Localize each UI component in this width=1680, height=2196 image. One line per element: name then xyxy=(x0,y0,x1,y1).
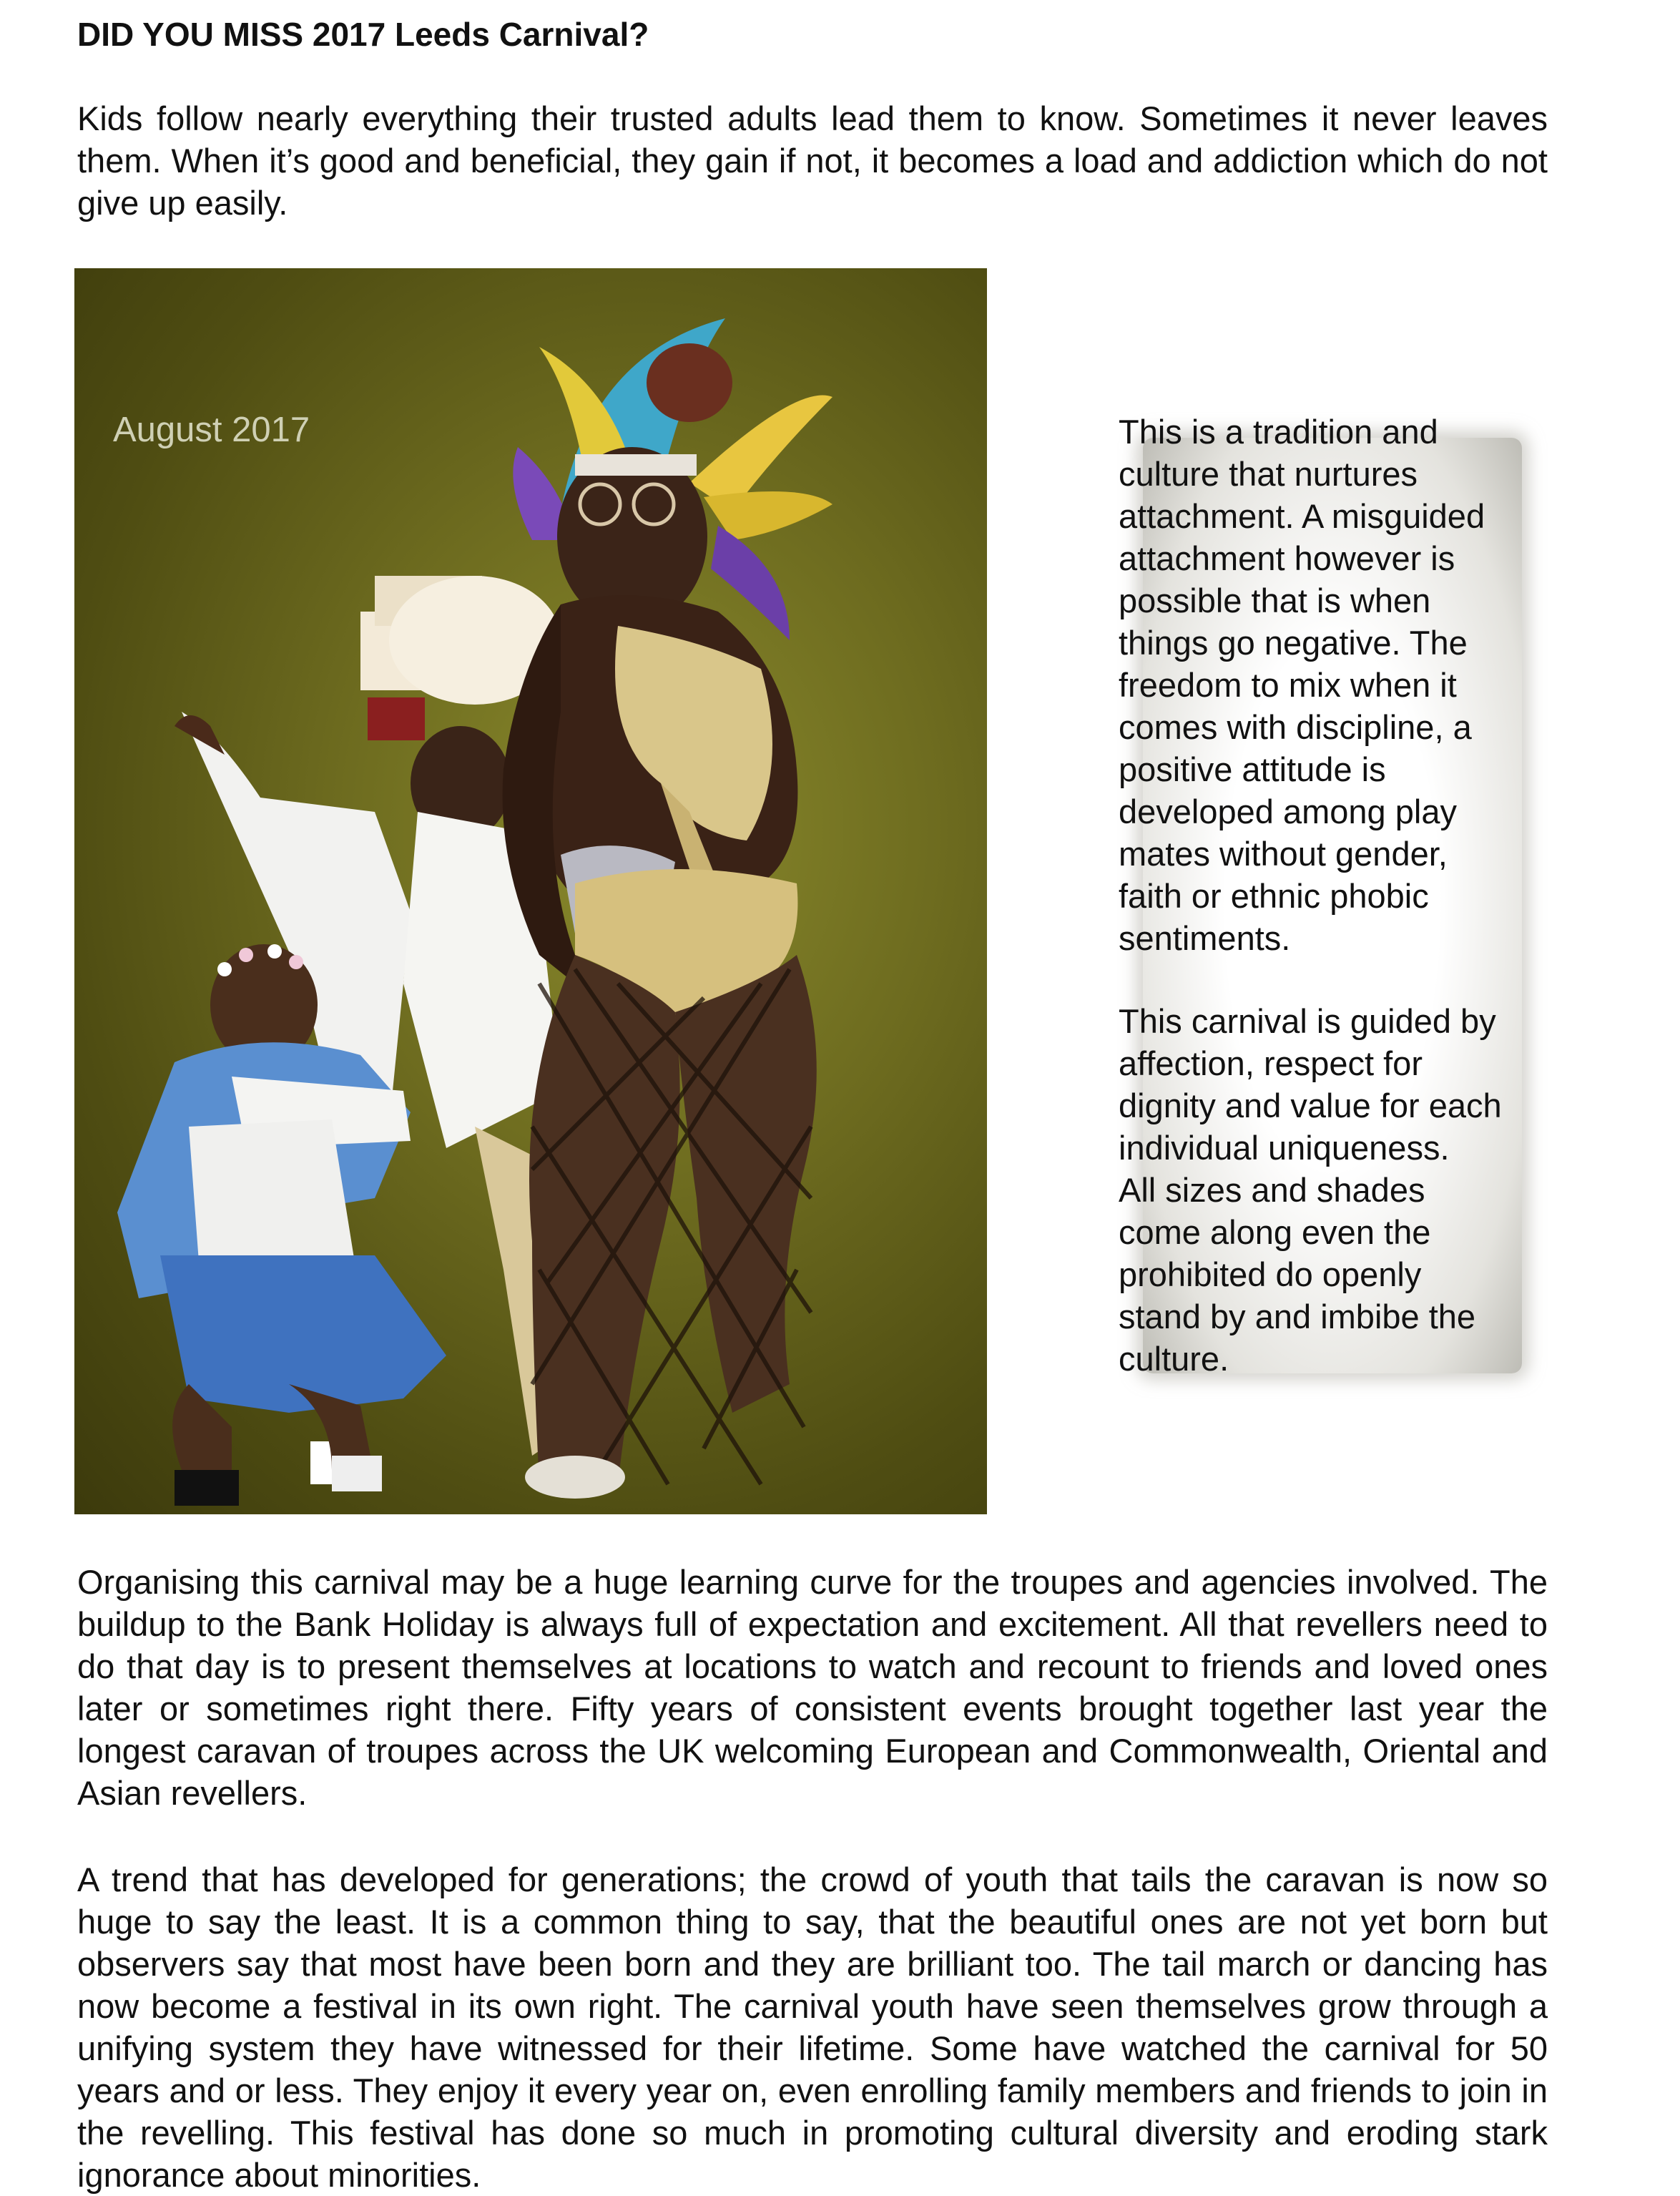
sidebar-line: attachment. A misguided xyxy=(1119,497,1485,535)
sidebar-line: mates without gender, xyxy=(1119,835,1448,873)
main-dancer xyxy=(503,318,832,1499)
body-paragraph-organising: Organising this carnival may be a huge learning curve for the troupes and agencies involved. The buildup to the Bank Holiday is always full of expectation and excitement. All that revellers need to do that day is to present themselves at locations to watch and recount to friends and loved ones later or sometimes right there. Fifty years of consistent events brought together last year the longest caravan of troupes across the UK welcoming European and Commonwealth, Oriental and Asian revellers. xyxy=(77,1563,1548,1812)
sidebar-line: comes with discipline, a xyxy=(1119,708,1472,746)
sidebar-line: individual uniqueness. xyxy=(1119,1129,1450,1167)
sidebar-line: sentiments. xyxy=(1119,919,1291,957)
sidebar-line: affection, respect for xyxy=(1119,1044,1423,1082)
sidebar-line: prohibited do openly xyxy=(1119,1255,1422,1293)
sidebar-paragraph-1 xyxy=(1119,411,1548,959)
carnival-photo xyxy=(74,268,987,1514)
sidebar-line: This carnival is guided by xyxy=(1119,1002,1496,1040)
sidebar-line: positive attitude is xyxy=(1119,750,1386,788)
sidebar-line: faith or ethnic phobic xyxy=(1119,877,1429,915)
sidebar-line: come along even the xyxy=(1119,1213,1431,1251)
sidebar-line: things go negative. The xyxy=(1119,624,1468,662)
sidebar-line: possible that is when xyxy=(1119,582,1431,619)
sidebar-line: dignity and value for each xyxy=(1119,1087,1502,1124)
sidebar-line: culture that nurtures xyxy=(1119,455,1418,493)
sidebar-line: All sizes and shades xyxy=(1119,1171,1425,1209)
body-paragraph-trend: A trend that has developed for generations; the crowd of youth that tails the caravan is now so huge to say the least. It is a common thing to say, that the beautiful ones are not yet born but observers say that most have been born and they are brilliant too. The tail march or dancing has now become a festival in its own right. The carnival youth have seen themselves grow through a unifying system they have witnessed for their lifetime. Some have watched the carnival for 50 years and or less. They enjoy it every year on, even enrolling family members and friends to join in the revelling. This festival has done so much in promoting cultural diversity and eroding stark ignorance about minorities. xyxy=(77,1861,1548,2194)
sidebar-line: attachment however is xyxy=(1119,539,1455,577)
sidebar-line: culture. xyxy=(1119,1340,1229,1378)
sidebar-line: This is a tradition and xyxy=(1119,413,1438,451)
sidebar-line: freedom to mix when it xyxy=(1119,666,1457,704)
intro-paragraph: Kids follow nearly everything their trusted adults lead them to know. Sometimes it never leaves them. When it’s good and beneficial, they gain if not, it becomes a load and addiction which do not give up easily. xyxy=(77,99,1548,222)
page-title: DID YOU MISS 2017 Leeds Carnival? xyxy=(77,16,649,53)
carnival-dancers-illustration xyxy=(74,268,987,1514)
sidebar-line: developed among play xyxy=(1119,793,1457,830)
photo-caption: August 2017 xyxy=(113,411,310,449)
sidebar-line: stand by and imbibe the xyxy=(1119,1298,1476,1335)
sidebar-paragraph-2 xyxy=(1119,1000,1548,1380)
